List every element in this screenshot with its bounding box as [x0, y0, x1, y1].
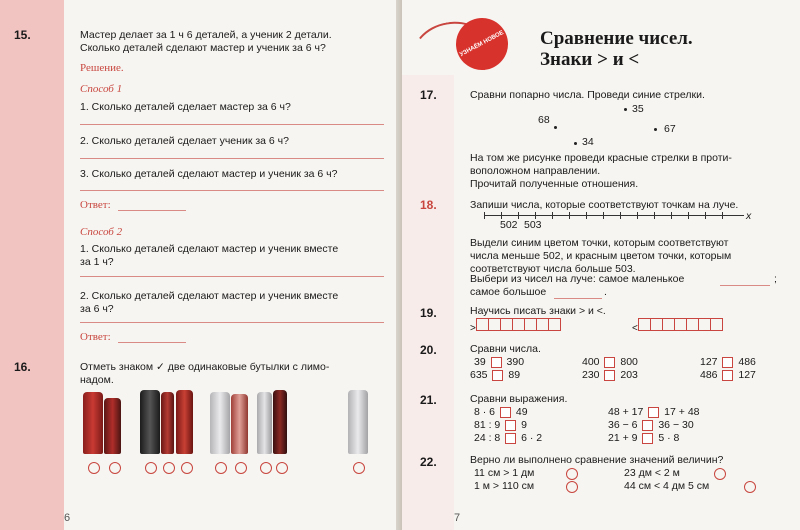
- sign-box[interactable]: [642, 433, 653, 444]
- answer-circle[interactable]: [145, 462, 157, 474]
- sign-box[interactable]: [604, 357, 615, 368]
- answer-line: [80, 322, 384, 323]
- bottle-illustration: [140, 390, 160, 454]
- compare-pair: [700, 356, 756, 369]
- expr-right: 9: [521, 419, 527, 431]
- answer-blank: [554, 298, 602, 299]
- tick: [603, 212, 604, 219]
- sign-gt: >: [470, 323, 476, 334]
- compare-pair: [474, 356, 524, 369]
- pair-right: 89: [508, 369, 521, 381]
- quantity-comparison: 44 см < 4 дм 5 см: [624, 480, 710, 492]
- sign-box[interactable]: [505, 420, 516, 431]
- bottle-illustration: [273, 390, 287, 454]
- task-21-line1: Сравни выражения.: [470, 393, 568, 405]
- title-line1: Сравнение чисел.: [540, 28, 693, 49]
- task-18-line6-end: .: [604, 286, 607, 298]
- expr-left: 36 − 6: [608, 419, 638, 431]
- task-15-line1: Мастер делает за 1 ч 6 деталей, а ученик 2 детали.: [80, 29, 332, 41]
- expr-pair: [608, 406, 700, 419]
- answer-blank: [118, 342, 186, 343]
- answer-circle[interactable]: [260, 462, 272, 474]
- task-17-line2: На том же рисунке проведи красные стрелки в проти-: [470, 152, 732, 164]
- sign-box[interactable]: [492, 370, 503, 381]
- pair-right: 486: [738, 356, 756, 368]
- expr-right: 6 · 2: [521, 432, 543, 444]
- quantity-comparison: 23 дм < 2 м: [624, 467, 680, 479]
- question-5-line2: за 6 ч?: [80, 303, 114, 315]
- writing-grid[interactable]: [470, 318, 560, 334]
- answer-label-1: Ответ:: [80, 199, 111, 211]
- task-18-line3: числа меньше 502, и красным цветом точки, которым: [470, 250, 732, 262]
- answer-line: [80, 158, 384, 159]
- pair-right: 800: [620, 356, 638, 368]
- title-line2: Знаки > и <: [540, 49, 640, 70]
- answer-line: [80, 276, 384, 277]
- answer-circle[interactable]: [714, 468, 726, 480]
- task-16-line2: надом.: [80, 374, 114, 386]
- compare-pair: [470, 369, 520, 382]
- pair-left: 400: [582, 356, 600, 368]
- task-17-line4: Прочитай полученные отношения.: [470, 178, 639, 190]
- task-17-line1: Сравни попарно числа. Проведи синие стрелки.: [470, 89, 705, 101]
- tick: [705, 212, 706, 219]
- question-5-line1: 2. Сколько деталей сделают мастер и ученик вместе: [80, 290, 339, 302]
- number-34: 34: [582, 136, 594, 148]
- sign-box[interactable]: [500, 407, 511, 418]
- point-dot: [654, 128, 657, 131]
- question-3: 3. Сколько деталей сделают мастер и ученик за 6 ч?: [80, 168, 338, 180]
- tick: [484, 212, 485, 219]
- quantity-comparison: 1 м > 110 см: [474, 480, 535, 492]
- expr-left: 8 · 6: [474, 406, 496, 418]
- answer-circle[interactable]: [276, 462, 288, 474]
- page-title: [540, 28, 693, 70]
- bottle-illustration: [231, 394, 248, 454]
- answer-circle[interactable]: [181, 462, 193, 474]
- ray-label-502: 502: [500, 219, 518, 231]
- expr-left: 81 : 9: [474, 419, 501, 431]
- answer-circle[interactable]: [566, 468, 578, 480]
- pair-left: 230: [582, 369, 600, 381]
- answer-circle[interactable]: [744, 481, 756, 493]
- sign-lt: <: [632, 323, 638, 334]
- sign-box[interactable]: [722, 357, 733, 368]
- question-4-line1: 1. Сколько деталей сделают мастер и ученик вместе: [80, 243, 339, 255]
- task-19-line1: Научись писать знаки > и <.: [470, 305, 606, 317]
- expr-pair: [608, 419, 694, 432]
- pair-left: 39: [474, 356, 486, 368]
- number-68: 68: [538, 114, 550, 126]
- tick: [620, 212, 621, 219]
- answer-circle[interactable]: [235, 462, 247, 474]
- expr-pair: [474, 419, 527, 432]
- bottle-illustration: [348, 390, 368, 454]
- expr-left: 48 + 17: [608, 406, 644, 418]
- tick: [671, 212, 672, 219]
- tick: [535, 212, 536, 219]
- pair-right: 203: [620, 369, 638, 381]
- solution-heading: Решение.: [80, 62, 124, 74]
- margin-strip: [0, 0, 64, 530]
- task-17-line3: воположном направлении.: [470, 165, 601, 177]
- task-20-line1: Сравни числа.: [470, 343, 541, 355]
- task-20-number: 20.: [420, 343, 437, 357]
- answer-line: [80, 190, 384, 191]
- bottle-illustration: [176, 390, 193, 454]
- answer-circle[interactable]: [353, 462, 365, 474]
- expr-right: 49: [515, 406, 528, 418]
- question-2: 2. Сколько деталей сделает ученик за 6 ч?: [80, 135, 289, 147]
- new-topic-badge: УЗНАЁМ НОВОЕ: [447, 9, 517, 79]
- bottle-illustration: [83, 392, 103, 454]
- tick: [637, 212, 638, 219]
- number-ray: [484, 215, 744, 216]
- task-15-number: 15.: [14, 28, 31, 42]
- compare-pair: [582, 356, 638, 369]
- point-dot: [574, 142, 577, 145]
- answer-label-2: Ответ:: [80, 331, 111, 343]
- sign-box[interactable]: [604, 370, 615, 381]
- task-18-line4: соответствуют числа больше 503.: [470, 263, 636, 275]
- tick: [586, 212, 587, 219]
- compare-pair: [582, 369, 638, 382]
- sign-box[interactable]: [648, 407, 659, 418]
- quantity-comparison: 11 см > 1 дм: [474, 467, 535, 479]
- answer-line: [80, 124, 384, 125]
- tick: [654, 212, 655, 219]
- question-4-line2: за 1 ч?: [80, 256, 114, 268]
- number-35: 35: [632, 103, 644, 115]
- expr-left: 24 : 8: [474, 432, 501, 444]
- answer-circle[interactable]: [88, 462, 100, 474]
- expr-pair: [608, 432, 679, 445]
- task-15-line2: Сколько деталей сделают мастер и ученик за 6 ч?: [80, 42, 326, 54]
- answer-circle[interactable]: [215, 462, 227, 474]
- task-18-line2: Выдели синим цветом точки, которым соответствуют: [470, 237, 729, 249]
- page-number-right: 7: [454, 512, 461, 524]
- pair-right: 390: [506, 356, 525, 368]
- task-22-number: 22.: [420, 455, 437, 469]
- task-16-number: 16.: [14, 360, 31, 374]
- task-18-line5-end: ;: [774, 273, 777, 285]
- compare-pair: [700, 369, 756, 382]
- expr-right: 17 + 48: [664, 406, 700, 418]
- answer-circle[interactable]: [566, 481, 578, 493]
- point-dot: [624, 108, 627, 111]
- task-18-line1: Запиши числа, которые соответствуют точкам на луче.: [470, 199, 739, 211]
- right-page: [402, 0, 800, 530]
- expr-pair: [474, 406, 528, 419]
- tick: [569, 212, 570, 219]
- expr-right: 36 − 30: [658, 419, 694, 431]
- pair-left: 127: [700, 356, 718, 368]
- task-19-number: 19.: [420, 306, 437, 320]
- point-dot: [554, 126, 557, 129]
- expr-left: 21 + 9: [608, 432, 638, 444]
- sign-box[interactable]: [505, 433, 516, 444]
- task-17-number: 17.: [420, 88, 437, 102]
- answer-circle[interactable]: [163, 462, 175, 474]
- sign-box[interactable]: [722, 370, 733, 381]
- tick: [518, 212, 519, 219]
- bottle-illustration: [161, 392, 174, 454]
- expr-pair: [474, 432, 542, 445]
- answer-blank: [720, 285, 770, 286]
- way1-heading: Способ 1: [80, 83, 123, 95]
- tick: [501, 212, 502, 219]
- writing-grid[interactable]: [632, 318, 722, 334]
- pair-right: 127: [738, 369, 756, 381]
- tick: [688, 212, 689, 219]
- task-18-number: 18.: [420, 198, 437, 212]
- task-21-number: 21.: [420, 393, 437, 407]
- bottle-illustration: [210, 392, 230, 454]
- bottle-illustration: [104, 398, 121, 454]
- answer-circle[interactable]: [109, 462, 121, 474]
- task-18-line5: Выбери из чисел на луче: самое маленькое: [470, 273, 685, 285]
- ray-label-503: 503: [524, 219, 542, 231]
- pair-left: 486: [700, 369, 718, 381]
- axis-label: x: [746, 210, 752, 222]
- bottle-illustration: [257, 392, 272, 454]
- task-18-line6: самое большое: [470, 286, 547, 298]
- sign-box[interactable]: [642, 420, 653, 431]
- tick: [722, 212, 723, 219]
- task-16-line1: Отметь знаком ✓ две одинаковые бутылки с лимо-: [80, 361, 330, 373]
- question-1: 1. Сколько деталей сделает мастер за 6 ч?: [80, 101, 291, 113]
- number-67: 67: [664, 123, 676, 135]
- tick: [552, 212, 553, 219]
- pair-left: 635: [470, 369, 488, 381]
- expr-right: 5 · 8: [658, 432, 680, 444]
- task-22-line1: Верно ли выполнено сравнение значений величин?: [470, 454, 724, 466]
- page-number-left: 6: [64, 512, 71, 524]
- answer-blank: [118, 210, 186, 211]
- sign-box[interactable]: [491, 357, 502, 368]
- way2-heading: Способ 2: [80, 226, 123, 238]
